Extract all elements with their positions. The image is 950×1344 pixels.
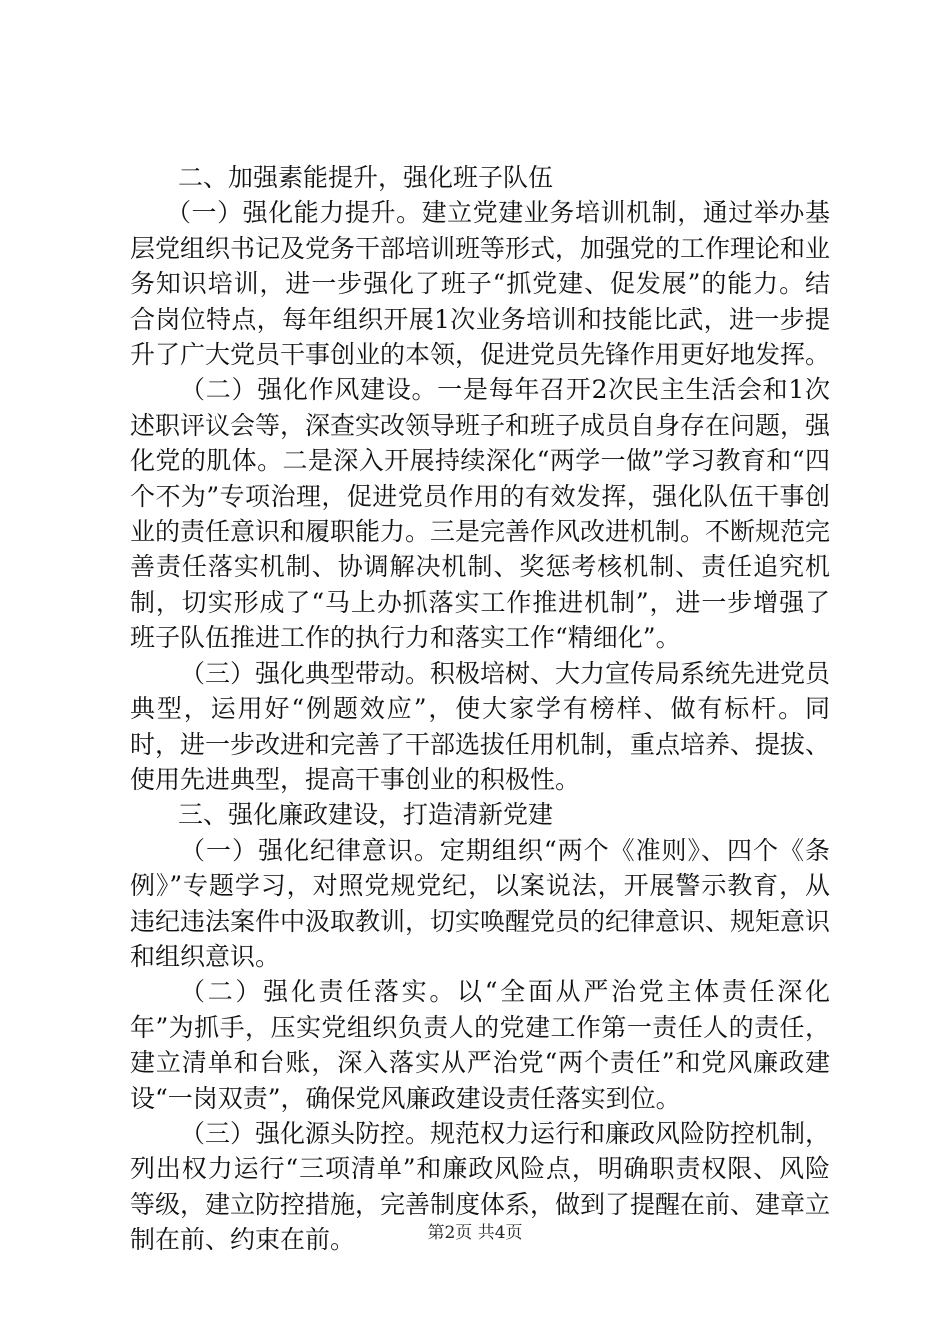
- document-body: [130, 160, 830, 1258]
- paragraph: （三）强化典型带动。积极培树、大力宣传局系统先进党员典型，运用好“例题效应”，使大家学有榜样、做有标杆。同时，进一步改进和完善了干部选拔任用机制，重点培养、提拔、使用先进典型，提高干事创业的积极性。: [130, 658, 831, 794]
- page-number-footer: 第2页 共4页: [427, 1223, 523, 1243]
- section-heading: 二、加强素能提升，强化班子队伍: [178, 163, 554, 192]
- paragraph: （二）强化作风建设。一是每年召开2次民主生活会和1次述职评议会等，深查实改领导班子和班子成员自身存在问题，强化党的肌体。二是深入开展持续深化“两学一做”学习教育和“四个不为”专项治理，促进党员作用的有效发挥，强化队伍干事创业的责任意识和履职能力。三是完善作风改进机制。不断规范完善责任落实机制、协调解决机制、奖惩考核机制、责任追究机制，切实形成了“马上办抓落实工作推进机制”，进一步增强了班子队伍推进工作的执行力和落实工作“精细化”。: [130, 375, 831, 653]
- paragraph: （三）强化源头防控。规范权力运行和廉政风险防控机制，列出权力运行“三项清单”和廉政风险点，明确职责权限、风险等级，建立防控措施，完善制度体系，做到了提醒在前、建章立制在前、约束在前。: [130, 1118, 831, 1255]
- section-heading: 三、强化廉政建设，打造清新党建: [178, 800, 554, 830]
- paragraph: （二）强化责任落实。以“全面从严治党主体责任深化年”为抓手，压实党组织负责人的党建工作第一责任人的责任，建立清单和台账，深入落实从严治党“两个责任”和党风廉政建设“一岗双责”，确保党风廉政建设责任落实到位。: [130, 977, 830, 1113]
- paragraph: （一）强化能力提升。建立党建业务培训机制，通过举办基层党组织书记及党务干部培训班等形式，加强党的工作理论和业务知识培训，进一步强化了班子“抓党建、促发展”的能力。结合岗位特点，每年组织开展1次业务培训和技能比武，进一步提升了广大党员干事创业的本领，促进党员先锋作用更好地发挥。: [130, 198, 831, 370]
- paragraph: （一）强化纪律意识。定期组织“两个《准则》、四个《条例》”专题学习，对照党规党纪，以案说法，开展警示教育，从违纪违法案件中汲取教训，切实唤醒党员的纪律意识、规矩意识和组织意识。: [130, 835, 831, 971]
